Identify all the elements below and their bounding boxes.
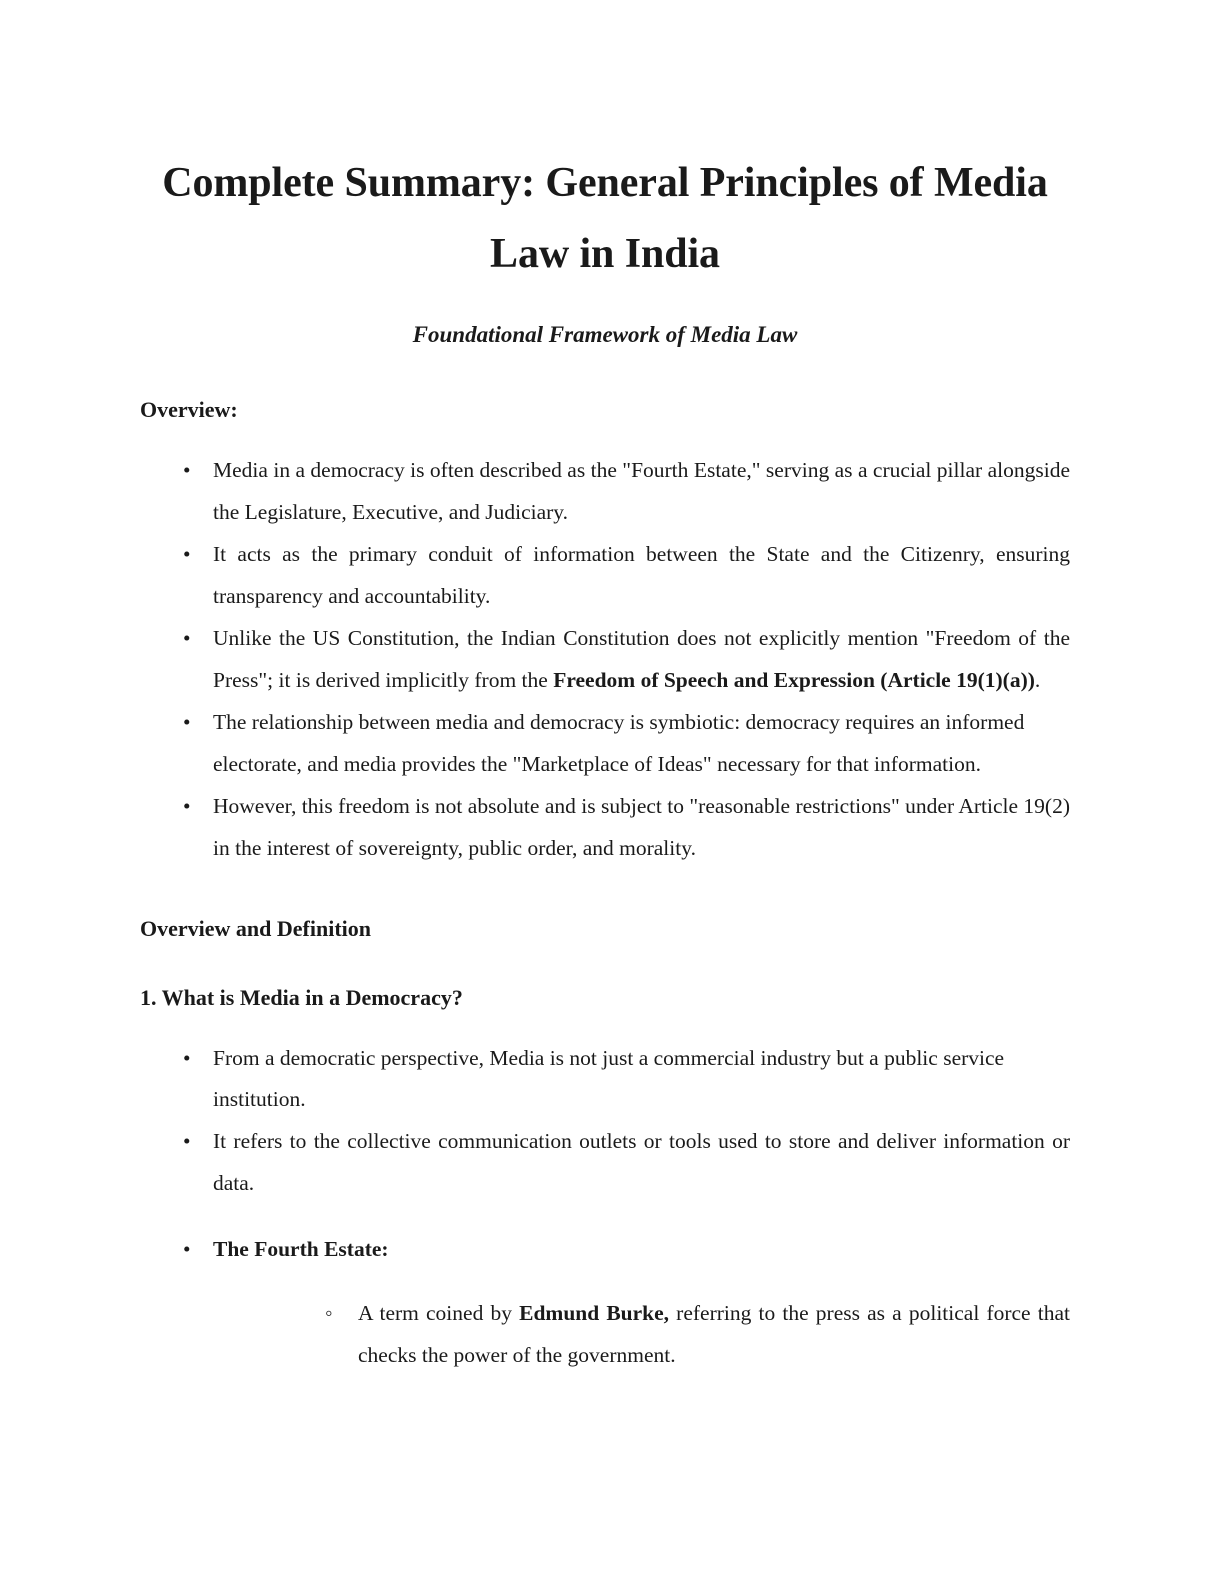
bullet-text: The relationship between media and democracy is symbiotic: democracy requires an informed electorate, and media provides the "Marketplace of Ideas" necessary for that information. <box>213 709 1025 776</box>
list-item <box>140 450 1070 534</box>
list-item <box>140 1229 1070 1377</box>
bullet-text: It acts as the primary conduit of information between the State and the Citizenry, ensuring transparency and accountability. <box>213 542 1070 609</box>
overview-bullet-list <box>140 450 1070 869</box>
heading-what-is-media-in-a-democracy: 1. What is Media in a Democracy? <box>140 984 463 1010</box>
heading-overview-and-definition: Overview and Definition <box>140 915 371 941</box>
subbullet-text: A term coined by <box>358 1301 520 1326</box>
document-subtitle: Foundational Framework of Media Law <box>412 322 798 348</box>
subbullet-text-emphasis: Edmund Burke, <box>519 1301 670 1326</box>
bullet-text-emphasis: Freedom of Speech and Expression (Article 19(1)(a)) <box>553 667 1035 692</box>
media-definition-bullet-list <box>140 1038 1070 1206</box>
fourth-estate-label: The Fourth Estate: <box>213 1237 389 1262</box>
bullet-text: From a democratic perspective, Media is not just a commercial industry but a public service institution. <box>213 1045 1005 1112</box>
list-item <box>140 1038 1070 1122</box>
bullet-text: However, this freedom is not absolute and is subject to "reasonable restrictions" under Article 19(2) in the interest of sovereignty, public order, and morality. <box>213 793 1070 860</box>
bullet-text: Unlike the US Constitution, the Indian Constitution does not explicitly mention "Freedom of the Press"; it is derived implicitly from the <box>213 625 1070 692</box>
list-item <box>140 702 1070 786</box>
heading-overview: Overview: <box>140 397 238 423</box>
list-item <box>140 1121 1070 1205</box>
subbullet-text-tail: referring to the press as a political force that checks the power of the government. <box>358 1301 1070 1368</box>
list-item <box>140 534 1070 618</box>
list-item <box>140 786 1070 870</box>
page-title: Complete Summary: General Principles of Media Law in India <box>162 160 1048 277</box>
list-item <box>140 618 1070 702</box>
fourth-estate-sub-list <box>213 1293 1070 1377</box>
bullet-text: It refers to the collective communication outlets or tools used to store and deliver information or data. <box>213 1129 1070 1196</box>
bullet-text-tail: . <box>1034 667 1041 692</box>
fourth-estate-bullet-list <box>140 1229 1070 1377</box>
list-item <box>213 1293 1070 1377</box>
bullet-text: Media in a democracy is often described as the "Fourth Estate," serving as a crucial pillar alongside the Legislature, Executive, and Judiciary. <box>213 458 1070 525</box>
